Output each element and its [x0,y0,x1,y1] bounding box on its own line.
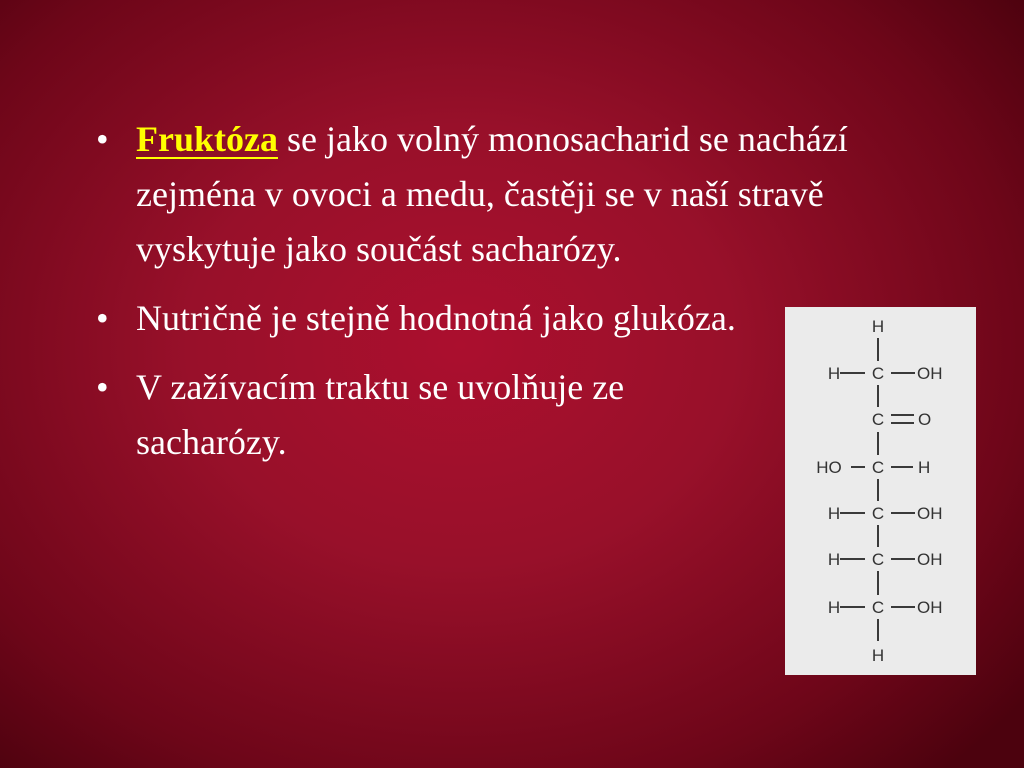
atom-label: C [871,550,885,569]
atom-label: C [871,598,885,617]
atom-label: O [918,410,932,429]
bullet-item-1 [96,112,926,277]
bullet-text-3: V zažívacím traktu se uvolňuje ze sacharózy. [136,367,625,462]
atom-label: C [871,458,885,477]
fructose-structural-formula [785,307,976,675]
atom-label: OH [917,550,943,569]
bullet-marker: • [96,119,109,159]
atom-label: H [871,646,885,665]
atom-label: H [871,317,885,336]
keyword-fruktoza: Fruktóza [136,119,278,159]
atom-label: OH [917,364,943,383]
atom-label: H [827,598,841,617]
bullet-text-2: Nutričně je stejně hodnotná jako glukóza. [136,298,736,338]
atom-labels [816,317,942,665]
formula-diagram [785,307,976,675]
atom-label: C [871,504,885,523]
atom-label: C [871,410,885,429]
atom-label: OH [917,598,943,617]
atom-label: H [827,504,841,523]
atom-label: H [918,458,931,477]
bonds [840,338,915,641]
atom-label: C [871,364,885,383]
atom-label: H [827,550,841,569]
bullet-1-body: se jako volný monosacharid se nachází zejména v ovoci a medu, častěji se v naší stravě vyskytuje jako součást sacharózy. [136,119,848,269]
atom-label: OH [917,504,943,523]
bullet-marker: • [96,367,109,407]
atom-label: H [827,364,841,383]
bullet-marker: • [96,298,109,338]
bullet-text-1 [136,112,916,277]
atom-label: HO [816,458,842,477]
